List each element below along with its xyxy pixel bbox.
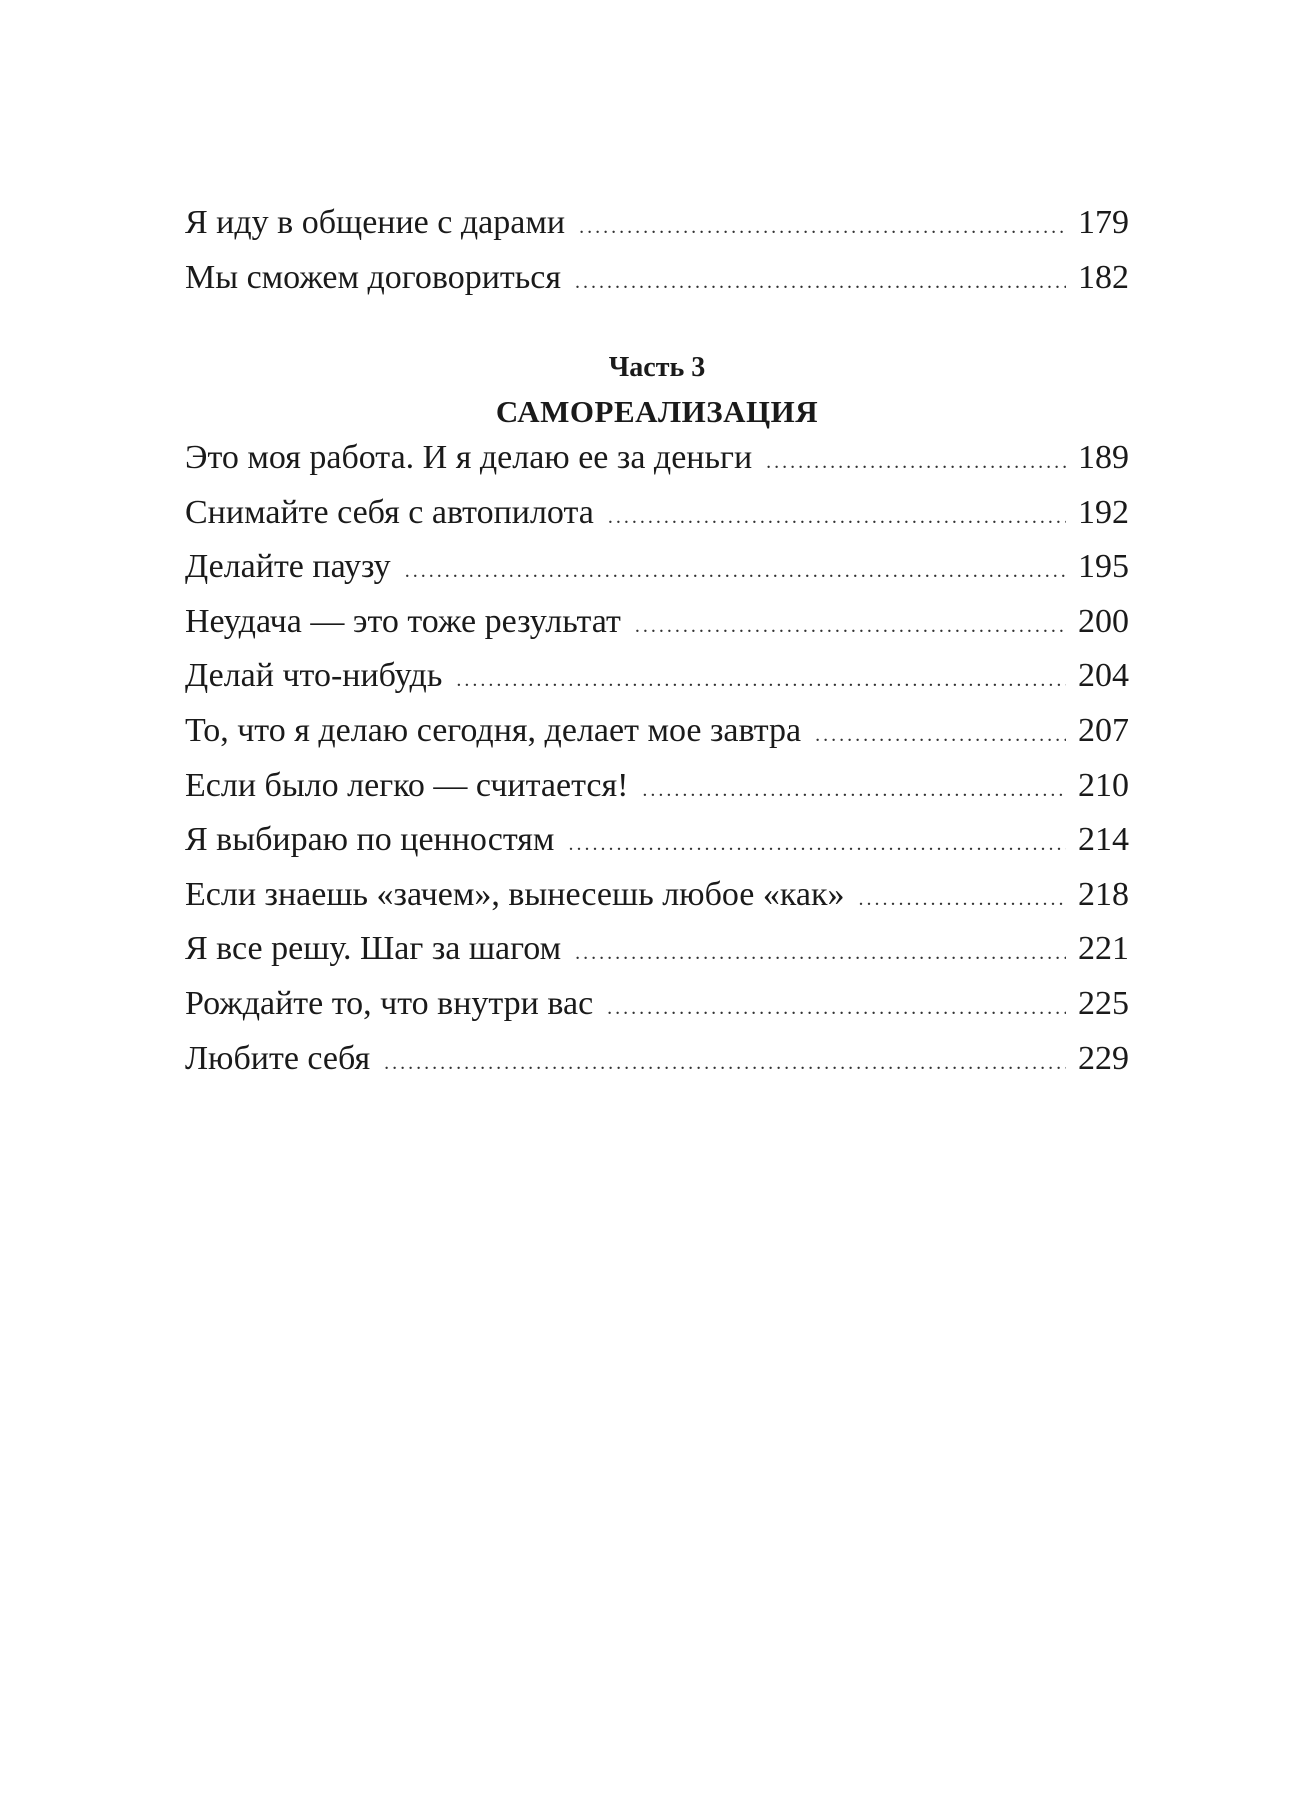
toc-dot-leader <box>456 653 1066 708</box>
toc-part3-list <box>185 431 1129 1086</box>
toc-entry-title: Делай что-нибудь <box>185 657 443 695</box>
toc-entry <box>185 1032 1129 1087</box>
toc-entry-title: Делайте паузу <box>185 548 391 586</box>
toc-entry <box>185 251 1129 306</box>
toc-entry-title: То, что я делаю сегодня, делает мое завтра <box>185 711 802 749</box>
toc-entry <box>185 431 1129 486</box>
toc-entry-page: 192 <box>1078 493 1129 531</box>
toc-entry-title: Неудача — это тоже результат <box>185 602 621 640</box>
part-title: САМОРЕАЛИЗАЦИЯ <box>495 394 819 429</box>
toc-entry-title: Если было легко — считается! <box>185 766 629 804</box>
toc-entry <box>185 704 1129 759</box>
toc-entry <box>185 540 1129 595</box>
toc-entry-page: 204 <box>1078 657 1129 695</box>
toc-entry-title: Я иду в общение с дарами <box>185 204 566 241</box>
toc-entry-page: 229 <box>1078 1039 1129 1077</box>
toc-entry-title: Снимайте себя с автопилота <box>185 493 594 531</box>
toc-entry <box>185 196 1129 251</box>
toc-dot-leader <box>858 872 1066 927</box>
toc-entry-title: Это моя работа. И я делаю ее за деньги <box>185 439 753 476</box>
toc-entry <box>185 759 1129 814</box>
toc-dot-leader <box>579 200 1066 255</box>
part-header <box>185 346 1129 434</box>
toc-dot-leader <box>575 255 1066 310</box>
toc-entry-page: 210 <box>1078 766 1129 804</box>
toc-entry-title: Любите себя <box>185 1039 371 1077</box>
toc-entry-title: Если знаешь «зачем», вынесешь любое «как» <box>185 875 845 913</box>
toc-entry <box>185 813 1129 868</box>
toc-entry <box>185 649 1129 704</box>
toc-dot-leader <box>384 1036 1066 1091</box>
toc-dot-leader <box>608 490 1066 545</box>
toc-dot-leader <box>815 708 1066 763</box>
toc-continued-list <box>185 196 1129 305</box>
toc-entry-page: 189 <box>1078 439 1129 476</box>
toc-dot-leader <box>635 599 1066 654</box>
toc-dot-leader <box>568 817 1066 872</box>
toc-entry <box>185 868 1129 923</box>
toc-dot-leader <box>575 926 1066 981</box>
toc-dot-leader <box>642 763 1066 818</box>
toc-entry-title: Я все решу. Шаг за шагом <box>185 930 562 968</box>
toc-dot-leader <box>766 435 1066 490</box>
toc-entry-title: Мы сможем договориться <box>185 258 561 296</box>
toc-entry-page: 221 <box>1078 930 1129 968</box>
toc-entry <box>185 486 1129 541</box>
toc-entry-page: 179 <box>1078 204 1129 241</box>
toc-entry-page: 182 <box>1078 258 1129 296</box>
toc-dot-leader <box>607 981 1066 1036</box>
toc-entry-page: 225 <box>1078 984 1129 1022</box>
toc-entry <box>185 922 1129 977</box>
toc-entry-title: Я выбираю по ценностям <box>185 821 555 859</box>
toc-entry <box>185 595 1129 650</box>
toc-entry-page: 195 <box>1078 548 1129 586</box>
toc-entry-page: 214 <box>1078 821 1129 859</box>
toc-entry-page: 207 <box>1078 711 1129 749</box>
toc-entry-page: 218 <box>1078 875 1129 913</box>
toc-entry-page: 200 <box>1078 602 1129 640</box>
toc-entry <box>185 977 1129 1032</box>
toc-dot-leader <box>405 544 1066 599</box>
toc-entry-title: Рождайте то, что внутри вас <box>185 984 594 1022</box>
part-label: Часть 3 <box>608 352 706 383</box>
